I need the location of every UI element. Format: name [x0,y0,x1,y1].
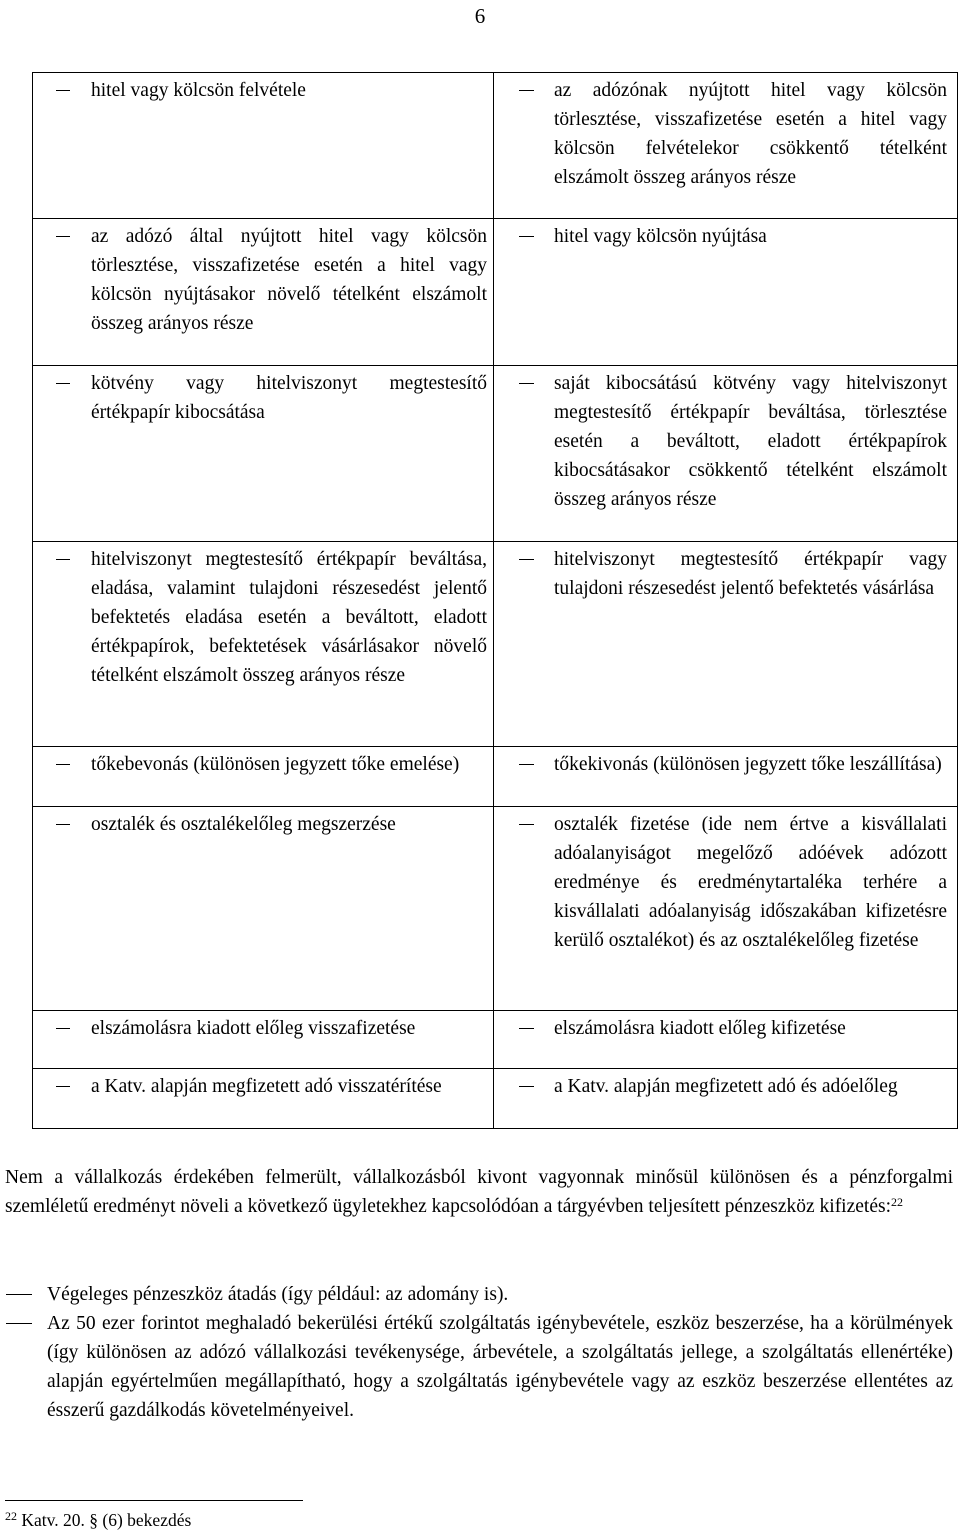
paragraph-text: Nem a vállalkozás érdekében felmerült, vállalkozásból kivont vagyonnak minősül különösen és a pénzforgalmi szemléletű eredményt növeli a következő ügyletekhez kapcsolódóan a tárgyévben teljesített pénzeszköz kifizetés: [5,1167,953,1217]
left-cell [33,807,494,1011]
left-cell [33,73,494,219]
left-cell [33,366,494,542]
page-number: 6 [474,4,486,28]
right-cell [494,542,958,747]
footnote-text: Katv. 20. § (6) bekezdés [21,1510,192,1530]
table-item: hitel vagy kölcsön felvétele [33,76,493,105]
table-row [33,366,958,542]
left-cell [33,747,494,807]
left-cell [33,542,494,747]
table-item: osztalék és osztalékelőleg megszerzése [33,810,493,839]
table-row [33,219,958,366]
left-cell [33,219,494,366]
footnote [5,1508,191,1532]
footnote-separator [5,1500,303,1501]
table-item: hitelviszonyt megtestesítő értékpapír beváltása, eladása, valamint tulajdoni részesedést jelentő befektetés eladása esetén a beváltott, eladott értékpapírok, befektetések vásárlásakor növelő tételként elszámolt összeg arányos része [33,545,493,690]
right-cell [494,1069,958,1129]
table-item: tőkebevonás (különösen jegyzett tőke emelése) [33,750,493,779]
table-item: osztalék fizetése (ide nem értve a kisvállalati adóalanyiságot megelőző adóévek adózott eredménye és eredménytartaléka terhére a kisvállalati adóalanyiság időszakában kifizetésre kerülő osztalékot) és az osztalékelőleg fizetése [494,810,957,955]
table-item: tőkekivonás (különösen jegyzett tőke leszállítása) [494,750,957,779]
left-cell [33,1011,494,1069]
table-row [33,807,958,1011]
table-row [33,747,958,807]
right-cell [494,73,958,219]
bullet-item: Az 50 ezer forintot meghaladó bekerülési értékű szolgáltatás igénybevétele, eszköz beszerzése, ha a körülmények (így különösen az adózó vállalkozási tevékenysége, árbevétele, a szolgáltatás jellege, a szolgáltatás ellenértéke) alapján egyértelműen megállapítható, hogy a szolgáltatás igénybevétele vagy az eszköz beszerzése ellentétes az ésszerű gazdálkodás követelményeivel. [5,1309,953,1425]
comparison-table [32,72,958,1129]
right-cell [494,807,958,1011]
table-item: kötvény vagy hitelviszonyt megtestesítő értékpapír kibocsátása [33,369,493,427]
table-row [33,73,958,219]
right-cell [494,1011,958,1069]
footnote-reference: 22 [891,1195,903,1209]
table-item: saját kibocsátású kötvény vagy hitelviszonyt megtestesítő értékpapír beváltása, törlesztése esetén a beváltott, eladott értékpapírok kibocsátásakor csökkentő tételként elszámolt összeg arányos része [494,369,957,514]
table-item: elszámolásra kiadott előleg visszafizetése [33,1014,493,1043]
footnote-number: 22 [5,1509,17,1523]
table-row [33,1069,958,1129]
right-cell [494,219,958,366]
table-item: a Katv. alapján megfizetett adó és adóelőleg [494,1072,957,1101]
right-cell [494,747,958,807]
table-item: elszámolásra kiadott előleg kifizetése [494,1014,957,1043]
bullet-list [5,1280,953,1425]
right-cell [494,366,958,542]
table-item: az adózónak nyújtott hitel vagy kölcsön törlesztése, visszafizetése esetén a hitel vagy kölcsön felvételekor csökkentő tételként elszámolt összeg arányos része [494,76,957,192]
table-row [33,542,958,747]
table-item: hitel vagy kölcsön nyújtása [494,222,957,251]
table-item: a Katv. alapján megfizetett adó visszatérítése [33,1072,493,1101]
table-item: az adózó által nyújtott hitel vagy kölcsön törlesztése, visszafizetése esetén a hitel vagy kölcsön nyújtásakor növelő tételként elszámolt összeg arányos része [33,222,493,338]
bullet-item: Végeleges pénzeszköz átadás (így például: az adomány is). [5,1280,953,1309]
table-row [33,1011,958,1069]
left-cell [33,1069,494,1129]
table-item: hitelviszonyt megtestesítő értékpapír vagy tulajdoni részesedést jelentő befektetés vásárlása [494,545,957,603]
body-paragraph [5,1163,953,1221]
